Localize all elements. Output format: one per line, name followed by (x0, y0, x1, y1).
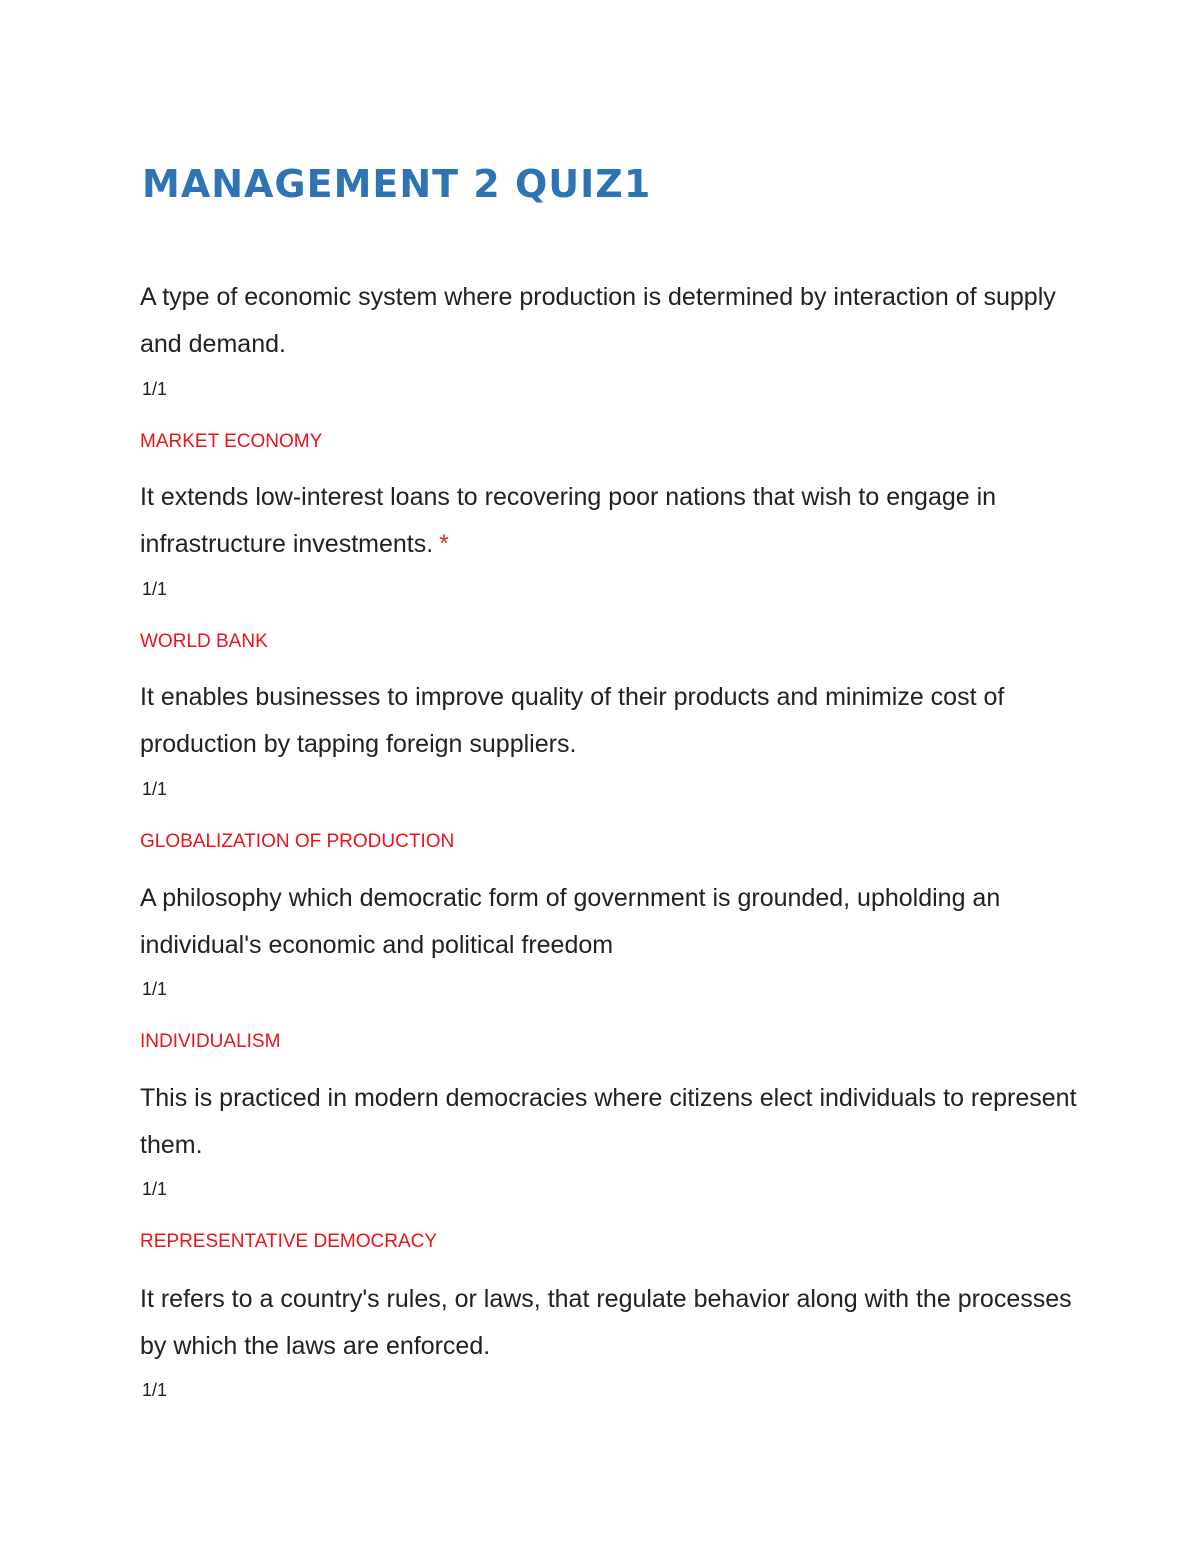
answer-1: MARKET ECONOMY (140, 431, 323, 452)
answer-2: WORLD BANK (140, 631, 268, 652)
question-6 (140, 1276, 1100, 1370)
question-5 (140, 1075, 1100, 1169)
score-1: 1/1 (142, 379, 168, 399)
question-text: It enables businesses to improve quality of their products and minimize cost of production by tapping foreign suppliers. (140, 683, 1005, 758)
required-mark: * (439, 530, 449, 558)
question-1 (140, 274, 1100, 368)
score-6: 1/1 (142, 1380, 168, 1400)
document-title: MANAGEMENT 2 QUIZ1 (142, 162, 652, 206)
question-text: It extends low-interest loans to recovering poor nations that wish to engage in infrastructure investments. (140, 483, 997, 558)
question-text: A type of economic system where production is determined by interaction of supply and demand. (140, 283, 1056, 358)
answer-4: INDIVIDUALISM (140, 1031, 281, 1052)
answer-3: GLOBALIZATION OF PRODUCTION (140, 831, 455, 852)
score-4: 1/1 (142, 979, 168, 999)
question-text: It refers to a country's rules, or laws, that regulate behavior along with the processes by which the laws are enforced. (140, 1285, 1072, 1360)
answer-5: REPRESENTATIVE DEMOCRACY (140, 1231, 438, 1252)
score-3: 1/1 (142, 779, 168, 799)
score-5: 1/1 (142, 1179, 168, 1199)
question-2 (140, 474, 1100, 568)
question-4 (140, 875, 1100, 969)
score-2: 1/1 (142, 579, 168, 599)
question-text: A philosophy which democratic form of government is grounded, upholding an individual's economic and political freedom (140, 884, 1001, 959)
question-text: This is practiced in modern democracies where citizens elect individuals to represent them. (140, 1084, 1077, 1159)
question-3 (140, 674, 1100, 768)
